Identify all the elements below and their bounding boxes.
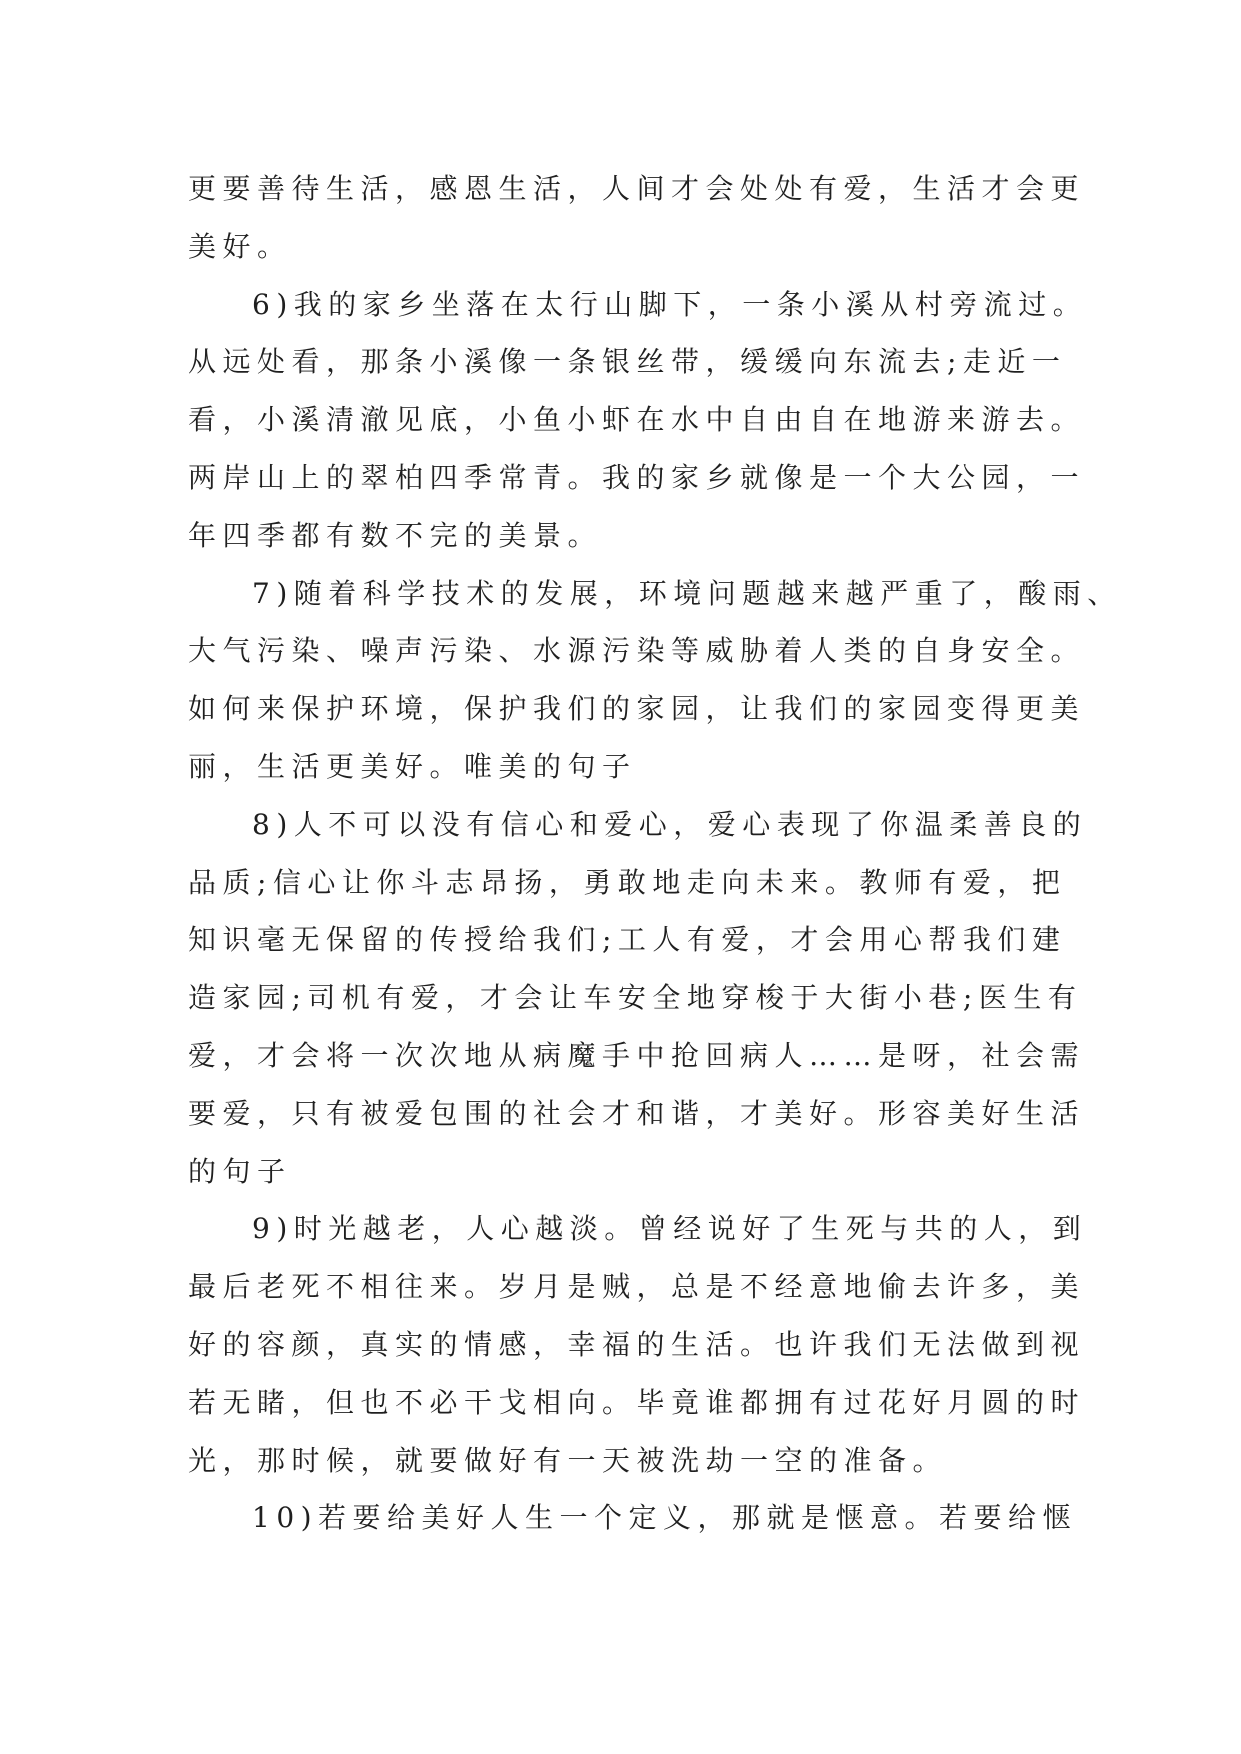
text-line: 从远处看，那条小溪像一条银丝带，缓缓向东流去;走近一 bbox=[188, 345, 1067, 379]
document-body bbox=[188, 160, 1122, 1547]
paragraph-first-line: 7)随着科学技术的发展，环境问题越来越严重了，酸雨、 bbox=[252, 576, 1122, 610]
text-line: 若无睹，但也不必干戈相向。毕竟谁都拥有过花好月圆的时 bbox=[188, 1385, 1086, 1419]
text-line: 的句子 bbox=[188, 1154, 292, 1188]
text-line: 两岸山上的翠柏四季常青。我的家乡就像是一个大公园，一 bbox=[188, 460, 1086, 494]
text-line: 爱，才会将一次次地从病魔手中抢回病人……是呀，社会需 bbox=[188, 1038, 1086, 1072]
text-line: 如何来保护环境，保护我们的家园，让我们的家园变得更美 bbox=[188, 692, 1086, 726]
text-line: 丽，生活更美好。唯美的句子 bbox=[188, 749, 637, 783]
text-line: 美好。 bbox=[188, 229, 292, 263]
paragraph-first-line: 9)时光越老，人心越淡。曾经说好了生死与共的人，到 bbox=[252, 1212, 1088, 1246]
text-line: 知识毫无保留的传授给我们;工人有爱，才会用心帮我们建 bbox=[188, 923, 1067, 957]
text-line: 造家园;司机有爱，才会让车安全地穿梭于大街小巷;医生有 bbox=[188, 981, 1083, 1015]
text-line: 最后老死不相往来。岁月是贼，总是不经意地偷去许多，美 bbox=[188, 1270, 1086, 1304]
text-line: 好的容颜，真实的情感，幸福的生活。也许我们无法做到视 bbox=[188, 1327, 1086, 1361]
paragraph-first-line: 10)若要给美好人生一个定义，那就是惬意。若要给惬 bbox=[252, 1501, 1078, 1535]
paragraph-first-line: 6)我的家乡坐落在太行山脚下，一条小溪从村旁流过。 bbox=[252, 287, 1088, 321]
text-line: 大气污染、噪声污染、水源污染等威胁着人类的自身安全。 bbox=[188, 634, 1086, 668]
text-line: 看，小溪清澈见底，小鱼小虾在水中自由自在地游来游去。 bbox=[188, 403, 1086, 437]
text-line: 品质;信心让你斗志昂扬，勇敢地走向未来。教师有爱，把 bbox=[188, 865, 1067, 899]
text-line: 要爱，只有被爱包围的社会才和谐，才美好。形容美好生活 bbox=[188, 1096, 1086, 1130]
text-line: 光，那时候，就要做好有一天被洗劫一空的准备。 bbox=[188, 1443, 948, 1477]
text-line: 年四季都有数不完的美景。 bbox=[188, 518, 603, 552]
text-line: 更要善待生活，感恩生活，人间才会处处有爱，生活才会更 bbox=[188, 172, 1086, 205]
paragraph-first-line: 8)人不可以没有信心和爱心，爱心表现了你温柔善良的 bbox=[252, 807, 1088, 841]
